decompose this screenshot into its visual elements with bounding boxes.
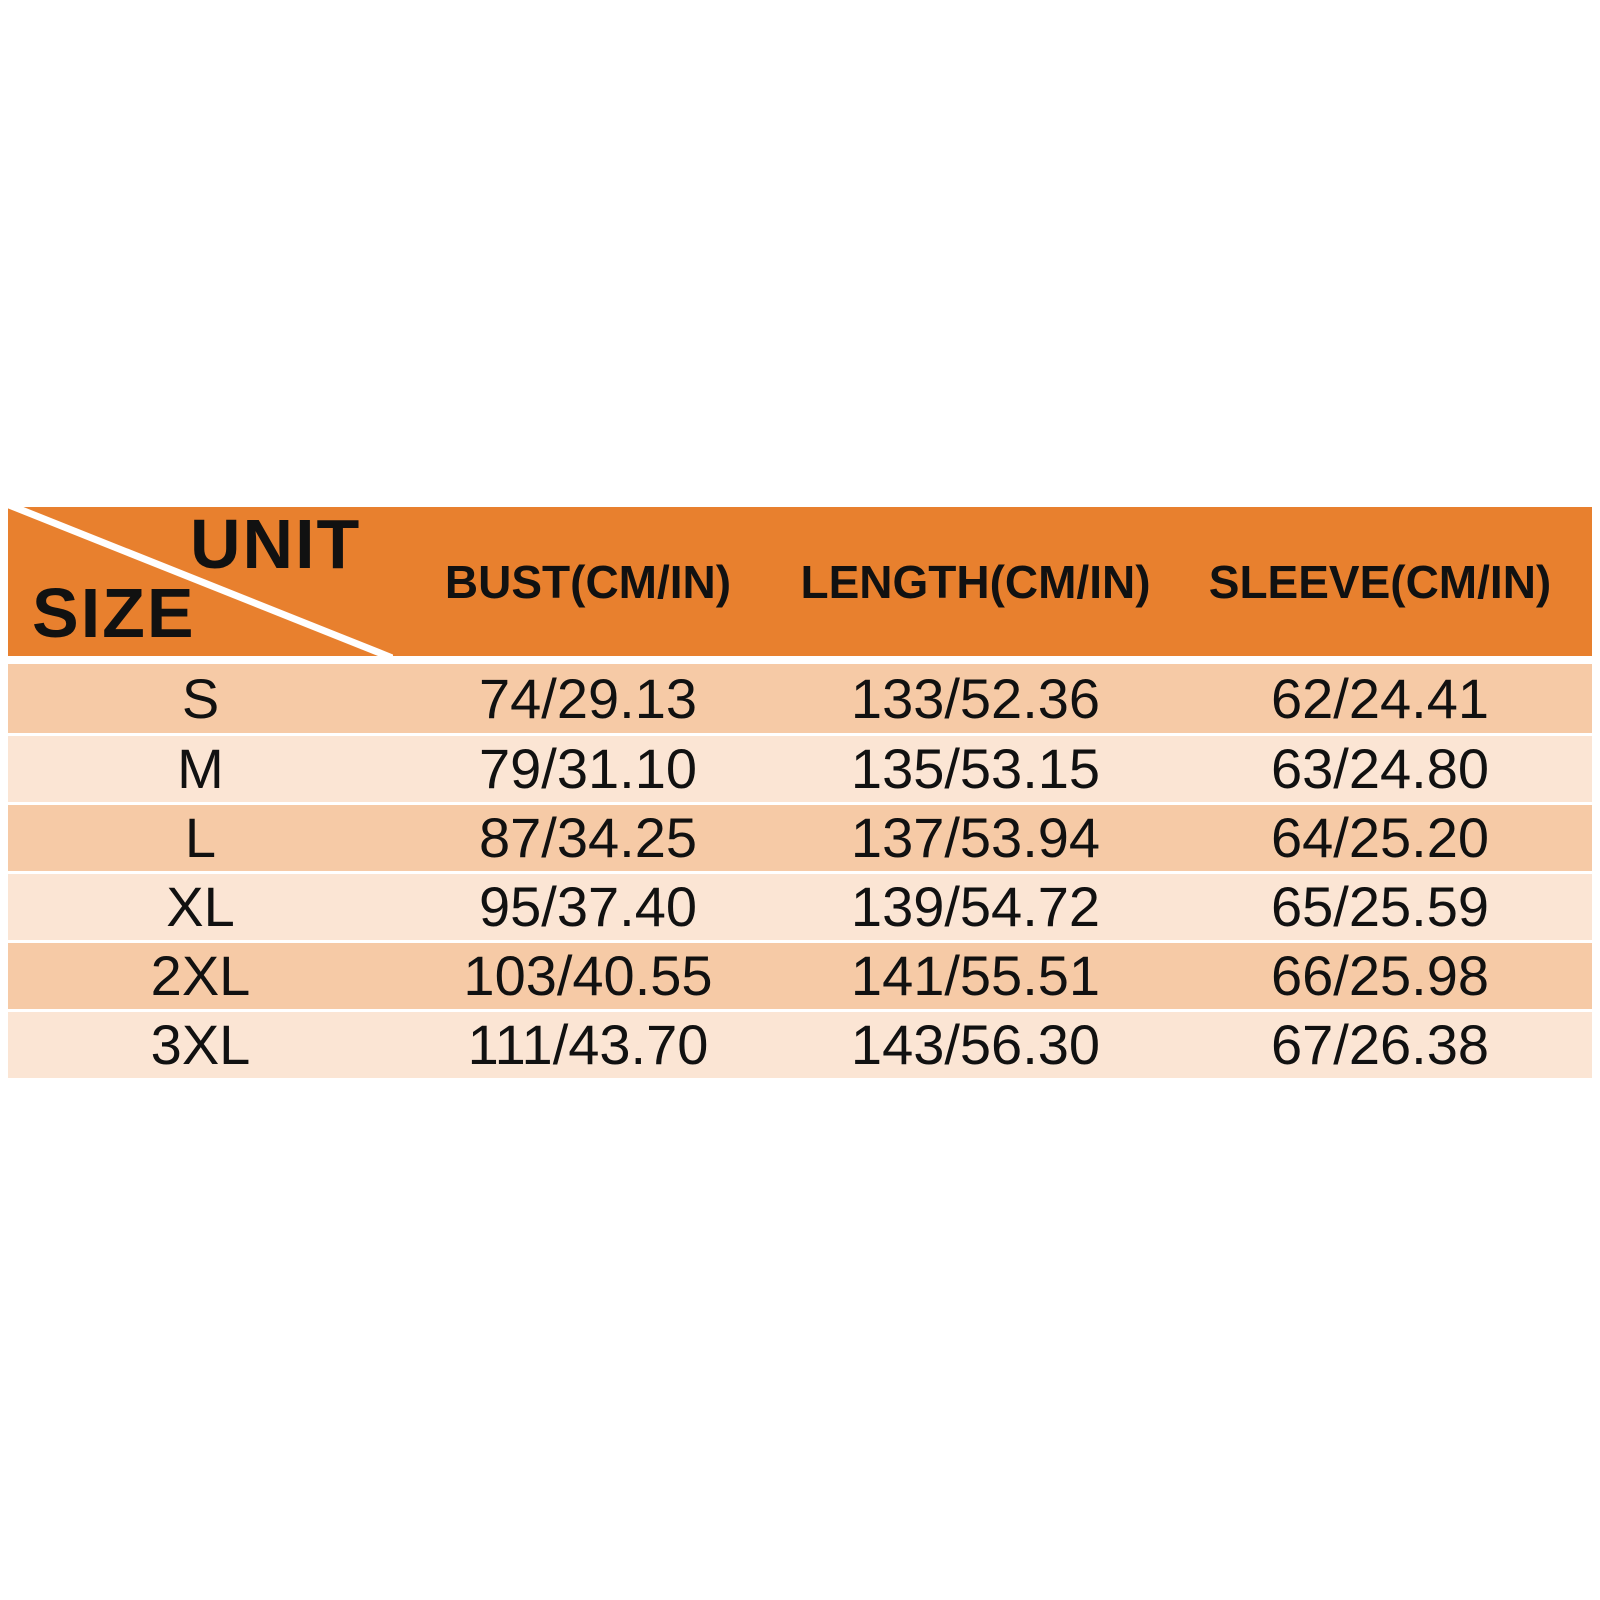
sleeve-cell: 64/25.20 bbox=[1271, 806, 1489, 869]
table-row-2xl bbox=[8, 940, 1592, 1009]
size-cell: M bbox=[177, 737, 224, 800]
corner-cell bbox=[8, 507, 393, 656]
size-cell: XL bbox=[166, 875, 235, 938]
size-cell: L bbox=[184, 806, 217, 869]
size-chart-table bbox=[8, 507, 1592, 1078]
corner-unit-label: UNIT bbox=[190, 507, 362, 583]
length-cell: 135/53.15 bbox=[850, 737, 1101, 800]
column-header-length: LENGTH(CM/IN) bbox=[800, 555, 1151, 608]
bust-cell: 74/29.13 bbox=[479, 666, 697, 730]
length-cell: 137/53.94 bbox=[850, 806, 1101, 869]
length-cell: 133/52.36 bbox=[850, 666, 1101, 730]
bust-cell: 95/37.40 bbox=[479, 875, 697, 938]
table-row-l bbox=[8, 802, 1592, 871]
bust-cell: 79/31.10 bbox=[479, 737, 697, 800]
column-header-sleeve: SLEEVE(CM/IN) bbox=[1208, 555, 1552, 608]
table-row-xl bbox=[8, 871, 1592, 940]
sleeve-cell: 66/25.98 bbox=[1271, 944, 1489, 1007]
size-cell: S bbox=[181, 666, 220, 730]
length-cell: 141/55.51 bbox=[850, 944, 1101, 1007]
size-cell: 2XL bbox=[150, 944, 251, 1007]
table-row-m bbox=[8, 733, 1592, 802]
length-cell: 143/56.30 bbox=[850, 1013, 1101, 1076]
size-cell: 3XL bbox=[150, 1013, 251, 1076]
sleeve-cell: 67/26.38 bbox=[1271, 1013, 1489, 1076]
bust-cell: 111/43.70 bbox=[467, 1013, 709, 1076]
column-header-bust: BUST(CM/IN) bbox=[444, 555, 732, 608]
table-row-s bbox=[8, 664, 1592, 733]
table-row-3xl bbox=[8, 1009, 1592, 1078]
bust-cell: 103/40.55 bbox=[463, 944, 713, 1007]
length-cell: 139/54.72 bbox=[850, 875, 1101, 938]
sleeve-cell: 63/24.80 bbox=[1271, 737, 1489, 800]
bust-cell: 87/34.25 bbox=[479, 806, 697, 869]
header-row bbox=[8, 507, 1592, 656]
sleeve-cell: 65/25.59 bbox=[1271, 875, 1489, 938]
corner-size-label: SIZE bbox=[32, 574, 196, 652]
sleeve-cell: 62/24.41 bbox=[1271, 666, 1489, 730]
